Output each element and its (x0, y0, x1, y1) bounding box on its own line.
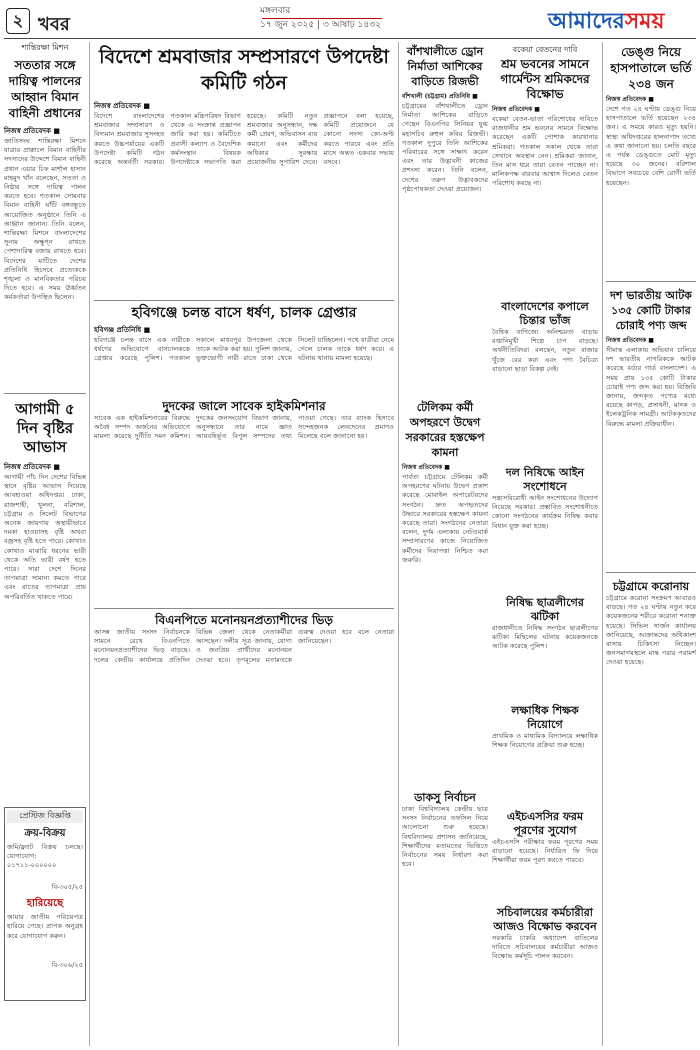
divider (606, 281, 696, 282)
column-rule (89, 42, 90, 1046)
story-headline: চট্টগ্রামে করোনায় (612, 580, 690, 593)
logo-part1: আমাদের (548, 9, 625, 34)
story-kicker: শান্তিরক্ষা মিশন (21, 43, 69, 52)
story-body: আগামী পাঁচ দিন দেশের বিভিন্ন স্থানে বৃষ্টির আভাস দিয়েছে আবহাওয়া অধিদপ্তর। ঢাকা, রাজশাহী, খুলনা, বরিশাল, চট্টগ্রাম ও সিলেট বিভাগের অনেক জায়গায় অস্থায়ীভাবে দমকা হাওয়াসহ বৃষ্টি অথবা বজ্রসহ বৃষ্টি হতে পারে। কোথাও কোথাও মাঝারি ধরনের ভারী থেকে অতি ভারী বর্ষণ হতে পারে। সারা দেশে দিনের তাপমাত্রা সামান্য কমতে পারে এবং রাতের তাপমাত্রা প্রায় অপরিবর্তিত থাকতে পারে। (4, 473, 86, 601)
story-headline: এইচএসসির ফরম পূরণের সুযোগ (506, 810, 584, 837)
story-body: চট্টগ্রামের বাঁশখালীতে ড্রোন নির্মাতা আশিকের বাড়িতে গেছেন বিএনপির সিনিয়র যুগ্ম মহাসচিব রুহুল কবির রিজভী। গতকাল দুপুরে তিনি আশিকের পরিবারের সঙ্গে সাক্ষাৎ করেন এবং তার উদ্ভাবনী কাজের প্রশংসা করেন। তিনি বলেন, দেশের তরুণ উদ্ভাবকদের পৃষ্ঠপোষকতা দেওয়া প্রয়োজন। (402, 102, 488, 193)
story-body: বকেয়া বেতন-ভাতা পরিশোধের দাবিতে রাজধানীর শ্রম ভবনের সামনে বিক্ষোভ করেছেন একটি পোশাক কারখানার শ্রমিকরা। গতকাল সকাল থেকে তারা সেখানে অবস্থান নেন। শ্রমিকরা জানান, তিন মাস ধরে তারা বেতন পাচ্ছেন না। মালিকপক্ষ বারবার আশ্বাস দিলেও বেতন পরিশোধ করছে না। (492, 115, 598, 188)
byline: নিজস্ব প্রতিবেদক ■ (606, 96, 654, 103)
byline: নিজস্ব প্রতিবেদক ■ (606, 337, 654, 344)
story-headline: সততার সঙ্গে দায়িত্ব পালনের আহ্বান বিমান বাহিনী প্রধানের (8, 58, 82, 120)
story-body: চট্টগ্রামে করোনা সংক্রমণ আবারও বাড়ছে। গত ২৪ ঘণ্টায় নতুন করে কয়েকজনের শরীরে করোনা শনাক্ত হয়েছে। সিভিল সার্জন কার্যালয় জানিয়েছে, আক্রান্তদের অধিকাংশ বাসায় চিকিৎসা নিচ্ছেন। জনসমাগমস্থলে মাস্ক পরার পরামর্শ দেওয়া হয়েছে। (606, 594, 696, 667)
ad-header: প্রেস্টিজ বিজ্ঞপ্তি (7, 810, 83, 823)
story-headline: টেলিকম কর্মী অপহরণে উদ্বেগ সরকারের হস্তক্ষেপ কামনা (405, 401, 485, 459)
story-body: ঢাকা বিশ্ববিদ্যালয় কেন্দ্রীয় ছাত্র সংসদ নির্বাচনের তফসিল নিয়ে আলোচনা শুরু হয়েছে। বিশ্ববিদ্যালয় প্রশাসন জানিয়েছে, শিক্ষার্থীদের মতামতের ভিত্তিতে নির্বাচনের সময় নির্ধারণ করা হবে। (402, 805, 488, 869)
story-headline: সচিবালয়ের কর্মচারীরা আজও বিক্ষোভ করবেন (493, 906, 597, 933)
ban-story (492, 466, 598, 614)
byline: নিজস্ব প্রতিবেদক ■ (402, 464, 450, 471)
byline: হবিগঞ্জ প্রতিনিধি ■ (94, 325, 151, 334)
byline: নিজস্ব প্রতিবেদক ■ (4, 126, 60, 135)
story-body: সাবেক এক হাইকমিশনারের বিরুদ্ধে অবৈধ সম্পদ অর্জনের অভিযোগে মামলা করেছে দুর্নীতি দমন কমিশন। দুদকের জনসংযোগ বিভাগ জানায়, অনুসন্ধানে তার নামে জ্ঞাত আয়বহির্ভূত বিপুল সম্পদের তথ্য পাওয়া গেছে। তার ব্যাংক হিসাবে সন্দেহজনক লেনদেনের প্রমাণও মিলেছে বলে জানানো হয়। (94, 414, 394, 441)
story-body: বৈশ্বিক বাণিজ্যে অনিশ্চয়তা বাড়ায় রপ্তানিমুখী শিল্পে চাপ বাড়ছে। অর্থনীতিবিদরা বলছেন, নতুন বাজার খুঁজে বের করা এবং পণ্য বৈচিত্র্য বাড়ানো ছাড়া বিকল্প নেই। (492, 328, 598, 373)
classified-ads (4, 807, 86, 1001)
lead-headline: বিদেশে শ্রমবাজার সম্প্রসারণে উপদেষ্টা কমিটি গঠন (99, 46, 389, 94)
lead-story (94, 44, 394, 252)
ad-body: জমি/ফ্ল্যাট বিক্রয় চলছে। যোগাযোগ: ০১৭১১-০০০০০০ (7, 843, 83, 870)
byline: বাঁশখালী (চট্টগ্রাম) প্রতিনিধি ■ (402, 93, 478, 100)
story-body: সরকারি চাকরি অধ্যাদেশ বাতিলের দাবিতে সচিবালয়ের কর্মচারীরা আজও বিক্ষোভ কর্মসূচি পালন করবেন। (492, 934, 598, 961)
section-name: খবর (38, 14, 70, 35)
story-body: পার্বত্য চট্টগ্রামে টেলিকম কর্মী অপহরণের ঘটনায় উদ্বেগ প্রকাশ করেছে মোবাইল অপারেটরদের সংগঠন। দ্রুত অপহৃতদের উদ্ধারে সরকারের হস্তক্ষেপ কামনা করেছে তারা। সংগঠনের নেতারা বলেন, দুর্গম এলাকায় নেটওয়ার্ক সম্প্রসারণের কাজে নিয়োজিত কর্মীদের নিরাপত্তা নিশ্চিত করা জরুরি। (402, 473, 488, 564)
story-headline: নিষিদ্ধ ছাত্রলীগের ঝটিকা (506, 596, 584, 623)
story-headline: দশ ভারতীয় আটক ১৩৫ কোটি টাকার চোরাই পণ্য জব্দ (610, 289, 692, 332)
drone-story (402, 44, 488, 398)
bangladesh-story (492, 300, 598, 488)
bnp-story (94, 612, 394, 1038)
story-headline: দল নিষিদ্ধে আইন সংশোধনে (505, 466, 585, 493)
story-body: আসন্ন জাতীয় সংসদ নির্বাচনকে সামনে রেখে বিএনপিতে মনোনয়নপ্রত্যাশীদের ভিড় বাড়ছে। দলের কেন্দ্রীয় কার্যালয়ে প্রতিদিন বিভিন্ন জেলা থেকে নেতাকর্মীরা আসছেন। দলীয় সূত্র জানায়, যোগ্য ও জনপ্রিয় প্রার্থীদের মনোনয়ন দেওয়া হবে। তৃণমূলের মতামতকে গুরুত্ব দেওয়া হবে বলে নেতারা জানিয়েছেন। (94, 628, 394, 664)
story-body: হবিগঞ্জে চলন্ত বাসে এক নারীকে ধর্ষণের অভিযোগে বাসচালককে গ্রেপ্তার করেছে পুলিশ। গতকাল সকালে মাধবপুর উপজেলা থেকে তাকে আটক করা হয়। পুলিশ জানায়, ভুক্তভোগী নারী রাতে ঢাকা থেকে সিলেট যাচ্ছিলেন। পথে যাত্রীরা নেমে গেলে চালক তাকে ধর্ষণ করে। এ ঘটনায় থানায় মামলা হয়েছে। (94, 336, 394, 363)
logo-part2: সময় (624, 9, 665, 34)
header-rule (4, 38, 696, 39)
story-headline: বিএনপিতে মনোনয়নপ্রত্যাশীদের ভিড় (155, 613, 333, 627)
telecom-story (402, 400, 488, 803)
story-body: প্রাথমিক ও মাধ্যমিক বিদ্যালয়ে লক্ষাধিক শিক্ষক নিয়োগের প্রক্রিয়া শুরু হচ্ছে। (492, 732, 598, 750)
hc-story (94, 398, 394, 584)
left-column (4, 42, 86, 1046)
divider (4, 393, 86, 394)
story-headline: বাংলাদেশের কপালে চিন্তার ভাঁজ (501, 300, 589, 327)
column-rule (398, 42, 399, 1046)
story-headline: ডাকসু নির্বাচন (414, 791, 476, 804)
story-body: রাজধানীতে নিষিদ্ধ সংগঠন ছাত্রলীগের ঝটিকা মিছিলের ঘটনায় কয়েকজনকে আটক করেছে পুলিশ। (492, 624, 598, 651)
story-headline: শ্রম ভবনের সামনে গার্মেন্টস শ্রমিকদের বিক্ষোভ (500, 57, 590, 101)
dateline-rule (262, 18, 382, 19)
masthead-logo (548, 4, 696, 34)
bus-story (94, 304, 394, 406)
ad-ref: বি-৩০৫/২৫ (51, 883, 83, 891)
byline: নিজস্ব প্রতিবেদক ■ (492, 106, 540, 113)
divider (94, 300, 394, 301)
date-label: ১৭ জুন ২০২৫ | ৩ আষাঢ় ১৪৩২ (260, 20, 381, 30)
story-headline: বাঁশখালীতে ড্রোন নির্মাতা আশিকের বাড়িতে রিজভী (406, 45, 484, 88)
story-headline: হবিগঞ্জে চলন্ত বাসে ধর্ষণ, চালক গ্রেপ্তার (131, 305, 357, 321)
page-number: ২ (6, 8, 30, 34)
byline: নিজস্ব প্রতিবেদক ■ (94, 101, 150, 110)
divider (606, 572, 696, 573)
column-rule (602, 42, 603, 1046)
ad-title: হারিয়েছে (26, 898, 64, 910)
dakshu-story (402, 790, 488, 1035)
page-header (0, 0, 700, 40)
story-headline: লক্ষাধিক শিক্ষক নিয়োগে (511, 704, 579, 731)
garment-story (492, 44, 598, 315)
teacher-story (492, 704, 598, 822)
ad-body: আমার জাতীয় পরিচয়পত্র হারিয়ে গেছে। প্রাপক অনুগ্রহ করে যোগাযোগ করুন। (7, 913, 83, 940)
day-label: মঙ্গলবার (260, 6, 291, 16)
lead-body: বিদেশে বাংলাদেশের শ্রমবাজার সম্প্রসারণ ও বিদ্যমান শ্রমবাজার সুসংহত করতে উচ্চপর্যায়ের একটি উপদেষ্টা কমিটি গঠন করেছে অন্তর্বর্তী সরকার। গতকাল মন্ত্রিপরিষদ বিভাগ থেকে এ সংক্রান্ত প্রজ্ঞাপন জারি করা হয়। কমিটিতে প্রবাসী কল্যাণ ও বৈদেশিক কর্মসংস্থান বিষয়ক উপদেষ্টাকে সভাপতি করা হয়েছে। কমিটি নতুন শ্রমবাজার অনুসন্ধান, দক্ষ কর্মী প্রেরণ, অভিবাসন ব্যয় কমানো এবং কর্মীদের অধিকার সুরক্ষায় প্রয়োজনীয় সুপারিশ দেবে। প্রজ্ঞাপনে বলা হয়েছে, কমিটি প্রয়োজনে যে কোনো সদস্য কো-অপ্ট করতে পারবে এবং প্রতি মাসে অন্তত একবার সভায় বসবে। (94, 112, 394, 167)
story-body: এইচএসসি পরীক্ষার ফরম পূরণের সময় বাড়ানো হয়েছে। নির্ধারিত ফি দিয়ে শিক্ষার্থীরা ফরম পূরণ করতে পারবে। (492, 838, 598, 865)
right-column (606, 44, 696, 1044)
story-kicker: বকেয়া বেতনের দাবি (512, 45, 578, 54)
story-body: সন্ত্রাসবিরোধী আইন সংশোধনের উদ্যোগ নিয়েছে সরকার। প্রস্তাবিত সংশোধনীতে কোনো সংগঠনের কার্যক্রম নিষিদ্ধ করার বিধান যুক্ত করা হচ্ছে। (492, 494, 598, 530)
story-headline: ডেঙ্গু নিয়ে হাসপাতালে ভর্তি ২৩৪ জন (610, 45, 692, 91)
byline: নিজস্ব প্রতিবেদক ■ (4, 462, 60, 471)
divider (94, 608, 394, 609)
hsc-story (492, 810, 598, 918)
story-body: দেশে গত ২৪ ঘণ্টায় ডেঙ্গু নিয়ে হাসপাতালে ভর্তি হয়েছেন ২৩৪ জন। এ সময়ে কারও মৃত্যু হয়নি। স্বাস্থ্য অধিদপ্তরের হালনাগাদ তথ্যে এ কথা জানানো হয়। চলতি বছরে এ পর্যন্ত ডেঙ্গুতে মোট মৃত্যু হয়েছে ৩০ জনের। বরিশাল বিভাগে সবচেয়ে বেশি রোগী ভর্তি হয়েছেন। (606, 105, 696, 187)
ad-title: ক্রয়-বিক্রয় (24, 828, 66, 839)
story-body: সীমান্ত এলাকায় অভিযান চালিয়ে দশ ভারতীয় নাগরিককে আটক করেছে বর্ডার গার্ড বাংলাদেশ। এ সময় প্রায় ১৩৫ কোটি টাকার চোরাই পণ্য জব্দ করা হয়। বিজিবি জানায়, জব্দকৃত পণ্যের মধ্যে রয়েছে কাপড়, প্রসাধনী, মাদক ও ইলেকট্রনিক সামগ্রী। আটককৃতদের বিরুদ্ধে মামলা প্রক্রিয়াধীন। (606, 346, 696, 428)
ad-ref: বি-৩০৬/২৫ (51, 961, 83, 970)
story-body: জাতিসংঘ শান্তিরক্ষা মিশনে যাত্রার প্রাক্কালে বিমান বাহিনীর সদস্যদের উদ্দেশে বিমান বাহিনী প্রধান এয়ার চিফ মার্শাল হাসান মাহমুদ খাঁন বলেছেন, সততা ও নিষ্ঠার সঙ্গে দায়িত্ব পালন করতে হবে। গতকাল সোমবার বিমান বাহিনী ঘাঁটি বঙ্গবন্ধুতে আয়োজিত অনুষ্ঠানে তিনি এ আহ্বান জানান। তিনি বলেন, শান্তিরক্ষা মিশনে বাংলাদেশের সুনাম অক্ষুণ্ন রাখতে পেশাদারিত্ব বজায় রাখতে হবে। বিদেশের মাটিতে দেশের প্রতিনিধি হিসেবে প্রত্যেককে শৃঙ্খলা ও মানবিকতার পরিচয় দিতে হবে। এ সময় ঊর্ধ্বতন কর্মকর্তারা উপস্থিত ছিলেন। (4, 137, 86, 302)
story-headline: আগামী ৫ দিন বৃষ্টির আভাস (15, 400, 75, 456)
story-headline: দুদকের জালে সাবেক হাইকমিশনার (162, 399, 326, 413)
secretariat-story (492, 906, 598, 1034)
